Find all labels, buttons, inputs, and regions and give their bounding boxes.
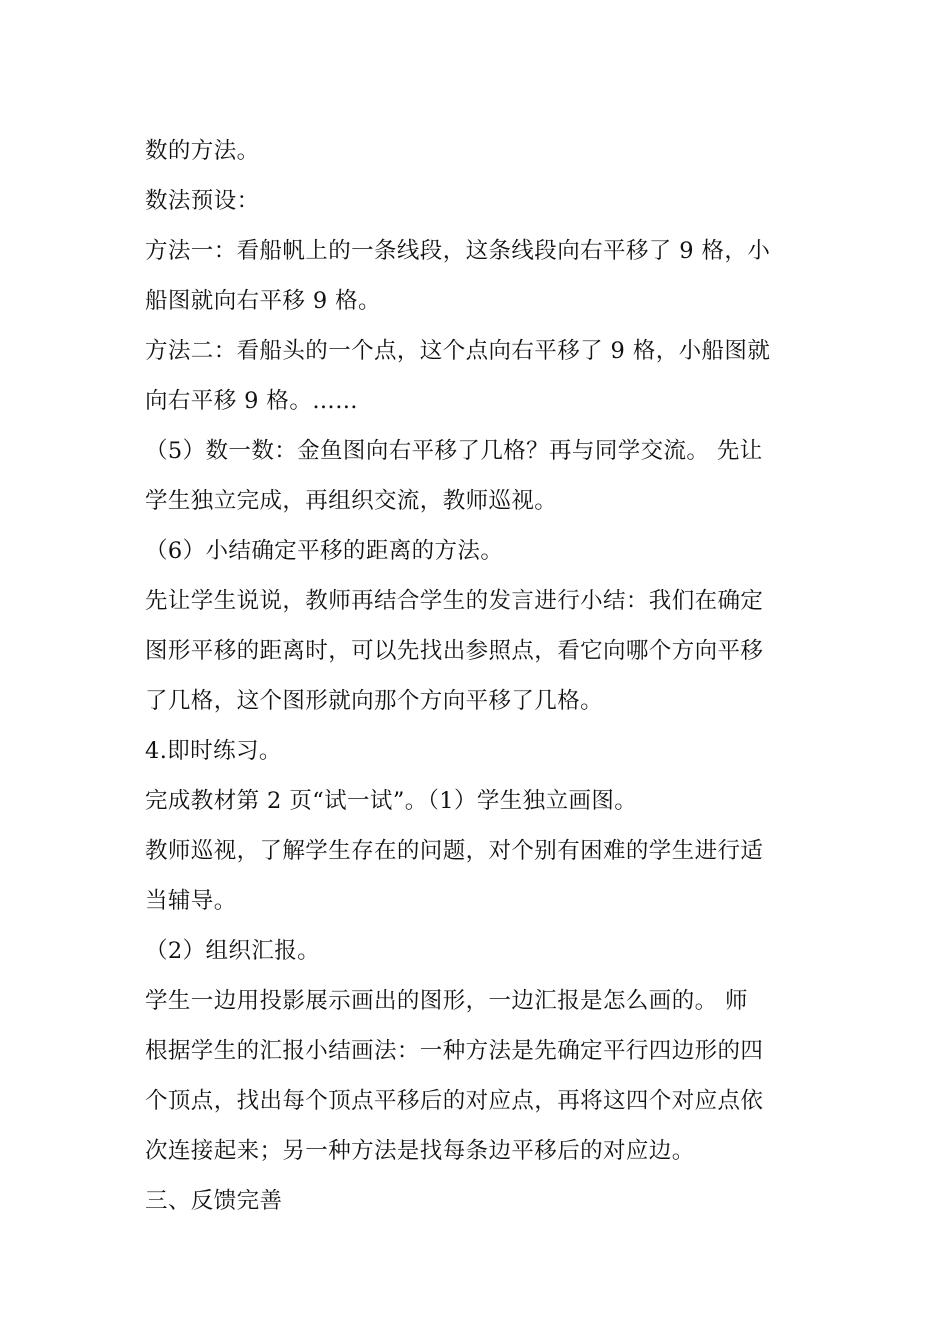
text-line: 教师巡视，了解学生存在的问题，对个别有困难的学生进行适 — [145, 838, 764, 864]
text-line: 数的方法。 — [145, 138, 260, 164]
text-line: （6）小结确定平移的距离的方法。 — [145, 538, 504, 564]
text-line: 方法二：看船头的一个点，这个点向右平移了 9 格，小船图就 — [145, 338, 771, 364]
text-line: 图形平移的距离时，可以先找出参照点，看它向哪个方向平移 — [145, 638, 764, 664]
text-line: 向右平移 9 格。…… — [145, 388, 359, 414]
text-line: 先让学生说说，教师再结合学生的发言进行小结：我们在确定 — [145, 588, 764, 614]
text-line: 船图就向右平移 9 格。 — [145, 288, 381, 314]
text-line: 次连接起来；另一种方法是找每条边平移后的对应边。 — [145, 1138, 695, 1164]
text-line: 完成教材第 2 页“试一试”。（1）学生独立画图。 — [145, 788, 638, 814]
text-line: （2）组织汇报。 — [145, 938, 321, 964]
text-line: 学生一边用投影展示画出的图形，一边汇报是怎么画的。 师 — [145, 988, 748, 1014]
text-line: 方法一：看船帆上的一条线段，这条线段向右平移了 9 格，小 — [145, 238, 771, 264]
text-line: （5）数一数：金鱼图向右平移了几格？再与同学交流。 先让 — [145, 438, 763, 464]
text-line: 了几格，这个图形就向那个方向平移了几格。 — [145, 688, 604, 714]
document-page — [145, 126, 810, 1226]
text-line: 当辅导。 — [145, 888, 237, 914]
section-heading: 三、反馈完善 — [145, 1188, 283, 1214]
text-line: 数法预设： — [145, 188, 260, 214]
text-line: 根据学生的汇报小结画法：一种方法是先确定平行四边形的四 — [145, 1038, 764, 1064]
text-line: 学生独立完成，再组织交流，教师巡视。 — [145, 488, 558, 514]
section-heading: 4.即时练习。 — [145, 738, 282, 764]
text-line: 个顶点，找出每个顶点平移后的对应点，再将这四个对应点依 — [145, 1088, 764, 1114]
